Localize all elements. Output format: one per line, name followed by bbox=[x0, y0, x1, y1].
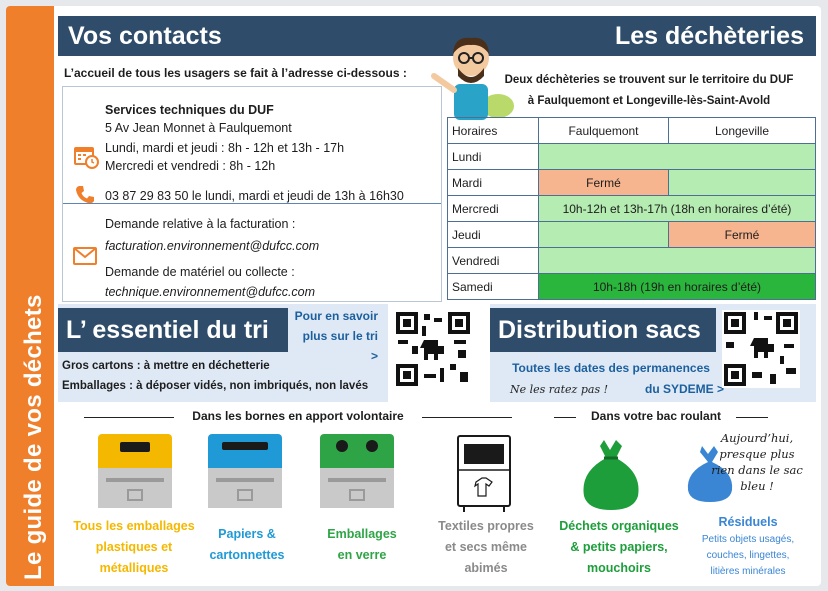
tri-title: L’ essentiel du tri bbox=[58, 308, 288, 352]
decheteries-header: Les déchèteries bbox=[438, 16, 816, 56]
contacts-intro: L’accueil de tous les usagers se fait à l’adresse ci-dessous : bbox=[64, 66, 407, 80]
hours-cell bbox=[539, 144, 816, 170]
tri-more-line1: Pour en savoir bbox=[294, 309, 378, 323]
residuel-title: Résiduels bbox=[718, 515, 778, 529]
office-hours-2: Mercredi et vendredi : 8h - 12h bbox=[105, 159, 276, 173]
emballages-caption: Tous les emballages plastiques et métalliques bbox=[73, 519, 195, 575]
phone-line: 03 87 29 83 50 le lundi, mardi et jeudi de 13h à 16h30 bbox=[105, 189, 404, 203]
equipment-email[interactable]: technique.environnement@dufcc.com bbox=[105, 285, 316, 299]
office-address: 5 Av Jean Monnet à Faulquemont bbox=[105, 121, 292, 135]
residuel-detail: Petits objets usagés, couches, lingettes, litières minérales bbox=[701, 534, 795, 577]
decheteries-intro-line1: Deux déchèteries se trouvent sur le territoire du DUF bbox=[504, 74, 794, 86]
table-header-row bbox=[448, 118, 816, 144]
closed-cell: Fermé bbox=[539, 170, 669, 196]
weekday-hours-cell: 10h-12h et 13h-17h (18h en horaires d’été) bbox=[539, 196, 816, 222]
saturday-hours-cell: 10h-18h (19h en horaires d’été) bbox=[539, 274, 816, 300]
verre-bin-icon bbox=[316, 430, 398, 512]
day-label: Samedi bbox=[448, 274, 539, 300]
tri-line1: Gros cartons : à mettre en déchetterie bbox=[62, 360, 270, 372]
contact-divider bbox=[63, 203, 441, 204]
tri-qr-code[interactable] bbox=[394, 310, 472, 388]
day-label: Vendredi bbox=[448, 248, 539, 274]
sacs-link[interactable] bbox=[498, 358, 724, 400]
day-label: Mardi bbox=[448, 170, 539, 196]
table-row bbox=[448, 274, 816, 300]
header-faulquemont: Faulquemont bbox=[539, 118, 669, 144]
table-row bbox=[448, 144, 816, 170]
header-horaires: Horaires bbox=[448, 118, 539, 144]
billing-email[interactable]: facturation.environnement@dufcc.com bbox=[105, 239, 320, 253]
contacts-header: Vos contacts bbox=[58, 16, 438, 56]
handwritten-note: Aujourd’hui, presque plus rien dans le sac bleu ! bbox=[711, 431, 803, 493]
sacs-qr-code[interactable] bbox=[722, 310, 800, 388]
day-label: Lundi bbox=[448, 144, 539, 170]
closed-cell: Fermé bbox=[669, 222, 816, 248]
guide-page bbox=[6, 6, 821, 586]
sidebar bbox=[6, 6, 54, 586]
bac-label: Dans votre bac roulant bbox=[576, 409, 736, 423]
papiers-bin-icon bbox=[204, 430, 286, 512]
verre-caption: Emballages en verre bbox=[327, 527, 397, 562]
hours-cell bbox=[539, 222, 669, 248]
sacs-title: Distribution sacs bbox=[490, 308, 716, 352]
office-hours-1: Lundi, mardi et jeudi : 8h - 12h et 13h - 17h bbox=[105, 141, 345, 155]
textile-caption: Textiles propres et secs même abimés bbox=[438, 519, 534, 575]
day-label: Jeudi bbox=[448, 222, 539, 248]
tri-line2: Emballages : à déposer vidés, non imbriqués, non lavés bbox=[62, 380, 369, 392]
sidebar-title: Le guide de vos déchets bbox=[20, 294, 47, 580]
billing-label: Demande relative à la facturation : bbox=[105, 217, 296, 231]
tri-more-line2: plus sur le tri bbox=[302, 329, 378, 343]
apport-label: Dans les bornes en apport volontaire bbox=[174, 409, 422, 423]
table-row bbox=[448, 222, 816, 248]
table-row bbox=[448, 170, 816, 196]
phone-icon bbox=[75, 185, 95, 205]
tri-lines bbox=[62, 356, 368, 396]
tri-more-arrow: > bbox=[370, 349, 378, 363]
decheteries-intro-line2: à Faulquemont et Longeville-lès-Saint-Avold bbox=[527, 95, 771, 107]
sacs-handwritten: Ne les ratez pas ! bbox=[510, 383, 609, 396]
table-row bbox=[448, 196, 816, 222]
organic-bag-icon bbox=[576, 436, 646, 512]
equipment-label: Demande de matériel ou collecte : bbox=[105, 265, 295, 279]
contact-box bbox=[62, 86, 442, 302]
day-label: Mercredi bbox=[448, 196, 539, 222]
hours-table bbox=[447, 117, 816, 300]
header-longeville: Longeville bbox=[669, 118, 816, 144]
office-name: Services techniques du DUF bbox=[105, 103, 274, 117]
mail-icon bbox=[73, 247, 97, 265]
sacs-line1: Toutes les dates des permanences bbox=[512, 361, 710, 375]
hours-cell bbox=[669, 170, 816, 196]
textile-container-icon bbox=[454, 434, 514, 514]
calendar-icon bbox=[73, 143, 99, 169]
emballages-bin-icon bbox=[94, 430, 176, 512]
sacs-line2: du SYDEME > bbox=[644, 382, 724, 396]
table-row bbox=[448, 248, 816, 274]
organic-caption: Déchets organiques & petits papiers, mouchoirs bbox=[559, 519, 679, 575]
papiers-caption: Papiers & cartonnettes bbox=[209, 527, 285, 562]
decheteries-intro bbox=[484, 70, 814, 112]
hours-cell bbox=[539, 248, 816, 274]
